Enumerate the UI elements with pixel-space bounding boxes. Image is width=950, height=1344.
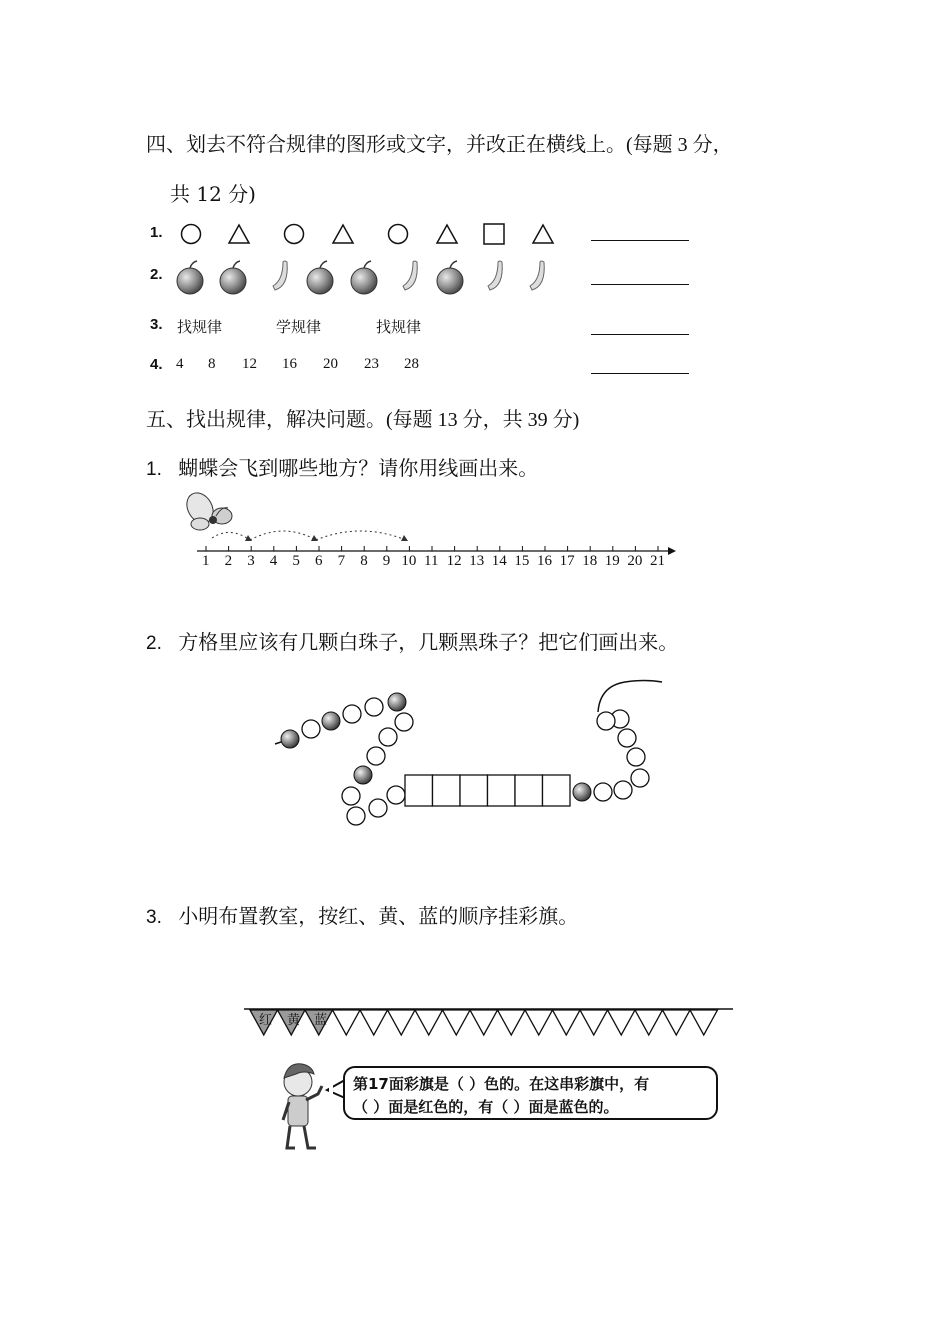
tick-label: 2 <box>224 553 233 569</box>
tick-label: 3 <box>247 553 255 569</box>
problem2-prompt: 2. 方格里应该有几颗白珠子，几颗黑珠子？把它们画出来。 <box>146 630 679 654</box>
tick-label: 17 <box>559 553 575 569</box>
tick-label: 14 <box>491 553 507 569</box>
tick-label: 6 <box>315 553 323 569</box>
tick-label: 4 <box>269 553 278 569</box>
speech-bubble <box>343 1066 718 1120</box>
flag-label-yellow: 黄 <box>287 1013 301 1028</box>
tick-label: 7 <box>337 553 346 569</box>
tick-label: 8 <box>360 553 368 569</box>
seq-number: 8 <box>208 356 216 372</box>
tick-label: 10 <box>401 553 417 569</box>
tick-label: 9 <box>382 553 391 569</box>
boy-icon <box>283 1064 322 1148</box>
problem3-prompt: 3. 小明布置教室，按红、黄、蓝的顺序挂彩旗。 <box>146 904 579 928</box>
tick-label: 19 <box>604 553 620 569</box>
seq-number: 4 <box>176 356 184 372</box>
item2-number: 2. <box>150 266 163 283</box>
bubble-line-2: （ ）面是红色的，有（ ）面是蓝色的。 <box>353 1098 619 1116</box>
tick-label: 18 <box>582 553 598 569</box>
tick-label: 16 <box>537 553 552 569</box>
tick-label: 15 <box>514 553 530 569</box>
item4-number: 4. <box>150 356 163 373</box>
bubble-line-1: 第17面彩旗是（ ）色的。在这串彩旗中，有 <box>353 1075 650 1093</box>
word-3: 找规律 <box>376 319 422 336</box>
tick-label: 13 <box>469 553 485 569</box>
section4-title: 四、划去不符合规律的图形或文字，并改正在横线上。(每题 3 分， <box>146 132 733 156</box>
seq-number: 23 <box>364 356 379 372</box>
tick-label: 5 <box>292 553 300 569</box>
problem1-prompt: 1. 蝴蝶会飞到哪些地方？请你用线画出来。 <box>146 456 539 480</box>
tick-label: 20 <box>627 553 643 569</box>
tick-label: 12 <box>446 553 462 569</box>
section4-note: 共 12 分) <box>170 182 256 206</box>
seq-number: 16 <box>282 356 297 372</box>
section5-title: 五、找出规律，解决问题。(每题 13 分，共 39 分) <box>146 407 580 431</box>
tick-label: 21 <box>650 553 665 569</box>
flag-label-blue: 蓝 <box>314 1013 328 1028</box>
tick-label: 1 <box>202 553 210 569</box>
seq-number: 12 <box>242 356 257 372</box>
item3-number: 3. <box>150 316 163 333</box>
flag-label-red: 红 <box>259 1013 273 1028</box>
item1-number: 1. <box>150 224 163 241</box>
seq-number: 28 <box>404 356 419 372</box>
seq-number: 20 <box>323 356 338 372</box>
word-2: 学规律 <box>276 319 322 336</box>
word-1: 找规律 <box>177 319 223 336</box>
bubble-tail-join <box>329 1081 333 1099</box>
tick-label: 11 <box>424 553 439 569</box>
